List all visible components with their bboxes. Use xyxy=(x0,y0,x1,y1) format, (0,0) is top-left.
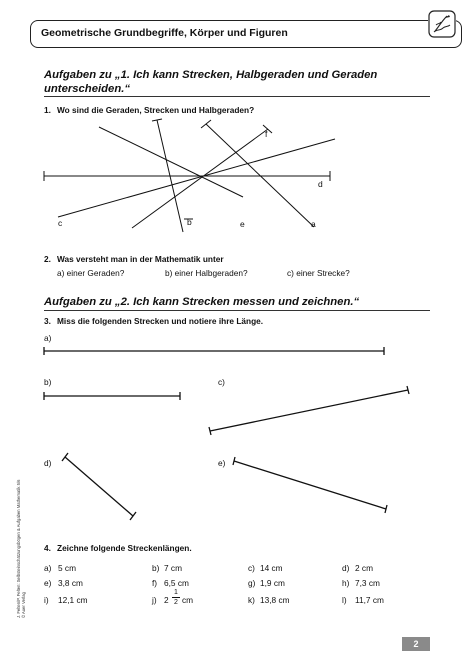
segment-a-label: a) xyxy=(44,333,52,343)
task-2-number: 2. xyxy=(44,254,51,264)
fraction-denominator: 2 xyxy=(174,599,178,606)
side-credit-line2: © Auer Verlag xyxy=(21,592,26,618)
section-1-title-line2: unterscheiden.“ xyxy=(44,83,131,95)
item-f-value: 6,5 cm xyxy=(164,578,189,588)
segment-b-label: b) xyxy=(44,377,52,387)
label-d: d xyxy=(318,179,323,189)
task-3-number: 3. xyxy=(44,316,51,326)
item-j-unit: cm xyxy=(182,595,194,605)
page-number: 2 xyxy=(402,637,430,651)
side-credit-line1: J. Felten/P. Felten: Selbsteinschätzungsbögen & Aufgaben Mathematik 5/6 xyxy=(16,479,21,618)
item-h-letter: h) xyxy=(342,578,350,588)
segment-c-label: c) xyxy=(218,377,225,387)
fraction-bar xyxy=(172,597,180,598)
segment-e-label: e) xyxy=(218,458,226,468)
task-4-number: 4. xyxy=(44,543,51,553)
segment-c xyxy=(210,390,408,431)
task-4-text: Zeichne folgende Streckenlängen. xyxy=(57,543,192,553)
item-d-value: 2 cm xyxy=(355,563,373,573)
page-title: Geometrische Grundbegriffe, Körper und Figuren xyxy=(41,27,288,39)
segment-d-end-1 xyxy=(62,453,68,461)
segment-e xyxy=(234,461,386,509)
item-e-letter: e) xyxy=(44,578,52,588)
item-f-letter: f) xyxy=(152,578,158,588)
item-a-letter: a) xyxy=(44,563,52,573)
item-a-value: 5 cm xyxy=(58,563,76,573)
segment-d-label: d) xyxy=(44,458,52,468)
label-c: c xyxy=(58,218,63,228)
item-b-value: 7 cm xyxy=(164,563,182,573)
task-1-text: Wo sind die Geraden, Strecken und Halbgeraden? xyxy=(57,105,255,115)
task-1-number: 1. xyxy=(44,105,51,115)
item-l-value: 11,7 cm xyxy=(355,595,384,605)
item-k-letter: k) xyxy=(248,595,255,605)
side-credit xyxy=(16,480,26,618)
item-c-letter: c) xyxy=(248,563,255,573)
item-j-fraction xyxy=(172,589,180,606)
item-d-letter: d) xyxy=(342,563,350,573)
label-f: f xyxy=(265,129,268,139)
label-e: e xyxy=(240,219,245,229)
task-3-text: Miss die folgenden Strecken und notiere ihre Länge. xyxy=(57,316,264,326)
item-g-value: 1,9 cm xyxy=(260,578,285,588)
item-b-letter: b) xyxy=(152,563,160,573)
item-j-letter: j) xyxy=(152,595,157,605)
label-a: a xyxy=(311,219,316,229)
task-2-text: Was versteht man in der Mathematik unter xyxy=(57,254,224,264)
label-b: b xyxy=(187,217,192,227)
fraction-numerator: 1 xyxy=(174,589,178,596)
item-k-value: 13,8 cm xyxy=(260,595,290,605)
section-1-title-line1: Aufgaben zu „1. Ich kann Strecken, Halbgeraden und Geraden xyxy=(44,69,378,81)
segment-d xyxy=(65,457,133,516)
segment-d-end-2 xyxy=(130,512,136,520)
item-i-letter: i) xyxy=(44,595,49,605)
item-c-value: 14 cm xyxy=(260,563,283,573)
task-2-option-a: a) einer Geraden? xyxy=(57,268,125,278)
item-h-value: 7,3 cm xyxy=(355,578,380,588)
item-j-value: 2 xyxy=(164,595,169,605)
item-e-value: 3,8 cm xyxy=(58,578,83,588)
task-2-option-c: c) einer Strecke? xyxy=(287,268,350,278)
item-i-value: 12,1 cm xyxy=(58,595,88,605)
task-2-option-b: b) einer Halbgeraden? xyxy=(165,268,248,278)
section-2-title: Aufgaben zu „2. Ich kann Strecken messen und zeichnen.“ xyxy=(44,296,360,308)
item-g-letter: g) xyxy=(248,578,256,588)
item-l-letter: l) xyxy=(342,595,347,605)
